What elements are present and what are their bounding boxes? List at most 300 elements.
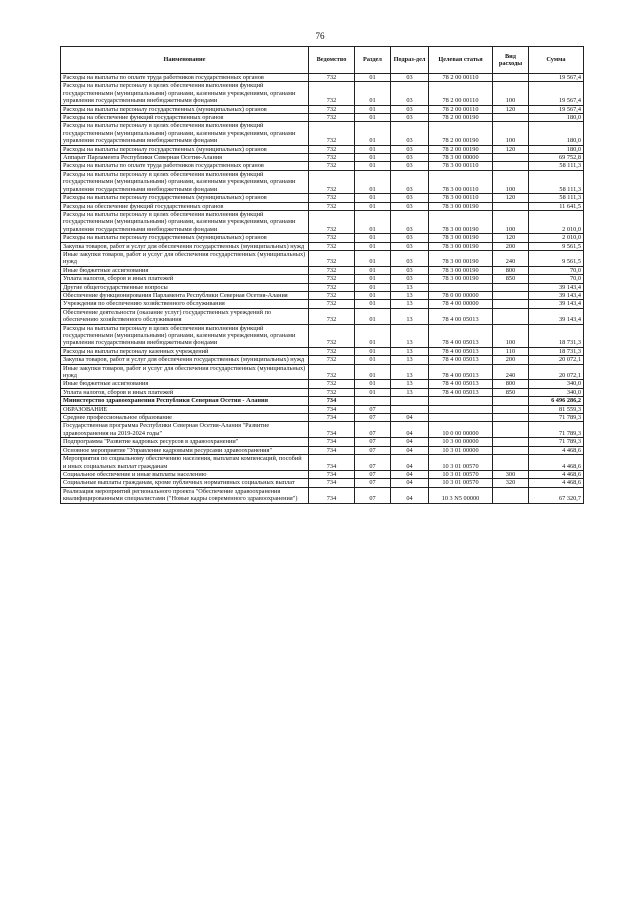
table-row — [61, 364, 584, 380]
row-section: 07 — [355, 487, 391, 503]
row-name: ОБРАЗОВАНИЕ — [61, 405, 309, 413]
row-target — [429, 405, 493, 413]
table-row — [61, 105, 584, 113]
row-exp-type — [493, 114, 529, 122]
row-section: 07 — [355, 479, 391, 487]
row-sum: 4 468,6 — [529, 479, 584, 487]
row-subsection — [391, 397, 429, 405]
row-dept: 732 — [309, 308, 355, 324]
row-target: 10 3 00 00000 — [429, 438, 493, 446]
row-target: 78 2 00 00110 — [429, 82, 493, 105]
row-section: 01 — [355, 283, 391, 291]
table-row — [61, 82, 584, 105]
row-exp-type — [493, 202, 529, 210]
row-target: 78 4 00 05013 — [429, 388, 493, 396]
row-section — [355, 397, 391, 405]
row-name: Закупка товаров, работ и услуг для обеспечения государственных (муниципальных) нужд — [61, 356, 309, 364]
row-target: 78 3 00 00110 — [429, 170, 493, 193]
row-sum: 4 468,6 — [529, 470, 584, 478]
row-subsection: 03 — [391, 234, 429, 242]
row-exp-type — [493, 397, 529, 405]
table-row — [61, 438, 584, 446]
row-exp-type: 240 — [493, 364, 529, 380]
row-dept: 732 — [309, 74, 355, 82]
row-target: 78 2 00 00190 — [429, 122, 493, 145]
row-dept: 734 — [309, 405, 355, 413]
row-subsection — [391, 405, 429, 413]
row-subsection: 03 — [391, 145, 429, 153]
row-dept: 732 — [309, 291, 355, 299]
table-row — [61, 300, 584, 308]
row-exp-type — [493, 405, 529, 413]
row-dept: 732 — [309, 82, 355, 105]
header-target: Целевая статья — [429, 47, 493, 74]
row-name: Обеспечение деятельности (оказание услуг) государственных учреждений по обеспечению хозяйственного обслуживания — [61, 308, 309, 324]
row-name: Среднее профессиональное образование — [61, 414, 309, 422]
row-subsection: 13 — [391, 380, 429, 388]
row-name: Реализация мероприятий регионального проекта "Обеспечение здравоохранения квалифицированными специалистами ("Новые кадры современного здравоохранения") — [61, 487, 309, 503]
row-section: 07 — [355, 422, 391, 438]
row-subsection: 13 — [391, 308, 429, 324]
row-sum: 4 468,6 — [529, 455, 584, 471]
row-target: 78 3 00 00190 — [429, 234, 493, 242]
row-sum: 58 111,3 — [529, 162, 584, 170]
row-name: Министерство здравоохранения Республики Северная Осетия - Алания — [61, 397, 309, 405]
row-dept: 734 — [309, 414, 355, 422]
row-name: Расходы на выплаты персоналу государственных (муниципальных) органов — [61, 194, 309, 202]
row-target: 78 4 00 05013 — [429, 364, 493, 380]
row-name: Социальное обеспечение и иные выплаты населению — [61, 470, 309, 478]
row-section: 01 — [355, 210, 391, 233]
row-exp-type: 100 — [493, 82, 529, 105]
row-name: Расходы на выплаты персоналу в целях обеспечения выполнения функций государственными (муниципальными) органами, казенными учреждениями, органами управления государственными внебюджетными фондами — [61, 324, 309, 347]
row-exp-type: 120 — [493, 234, 529, 242]
row-section: 01 — [355, 234, 391, 242]
table-row — [61, 470, 584, 478]
table-row — [61, 324, 584, 347]
row-name: Расходы на выплаты персоналу государственных (муниципальных) органов — [61, 105, 309, 113]
row-sum: 180,0 — [529, 145, 584, 153]
row-name: Иные закупки товаров, работ и услуг для обеспечения государственных (муниципальных) нужд — [61, 364, 309, 380]
row-dept: 732 — [309, 324, 355, 347]
row-name: Расходы на выплаты персоналу в целях обеспечения выполнения функций государственными (муниципальными) органами, казенными учреждениями, органами управления государственными внебюджетными фондами — [61, 122, 309, 145]
row-section: 07 — [355, 438, 391, 446]
row-sum: 19 567,4 — [529, 82, 584, 105]
row-exp-type: 120 — [493, 194, 529, 202]
row-subsection: 13 — [391, 347, 429, 355]
row-target: 10 3 01 00000 — [429, 446, 493, 454]
row-subsection: 13 — [391, 324, 429, 347]
row-exp-type: 800 — [493, 380, 529, 388]
row-target: 78 4 00 05013 — [429, 324, 493, 347]
table-row — [61, 162, 584, 170]
header-sum: Сумма — [529, 47, 584, 74]
row-dept: 732 — [309, 234, 355, 242]
table-row — [61, 487, 584, 503]
row-exp-type: 800 — [493, 266, 529, 274]
row-dept: 732 — [309, 266, 355, 274]
page-number: 76 — [315, 31, 325, 41]
table-row — [61, 275, 584, 283]
row-target: 78 3 00 00190 — [429, 202, 493, 210]
row-name: Расходы на обеспечение функций государственных органов — [61, 114, 309, 122]
row-target: 10 3 01 00570 — [429, 479, 493, 487]
row-subsection: 03 — [391, 114, 429, 122]
row-subsection: 03 — [391, 202, 429, 210]
row-section: 01 — [355, 324, 391, 347]
row-target: 78 4 00 05013 — [429, 356, 493, 364]
row-target — [429, 397, 493, 405]
row-name: Мероприятия по социальному обеспечению населения, выплатам компенсаций, пособий и иных социальных выплат гражданам — [61, 455, 309, 471]
row-sum: 340,0 — [529, 388, 584, 396]
table-header-row — [61, 47, 584, 74]
table-row — [61, 446, 584, 454]
row-exp-type: 300 — [493, 470, 529, 478]
row-name: Закупка товаров, работ и услуг для обеспечения государственных (муниципальных) нужд — [61, 242, 309, 250]
row-section: 01 — [355, 364, 391, 380]
row-exp-type — [493, 308, 529, 324]
row-sum: 340,0 — [529, 380, 584, 388]
row-exp-type: 100 — [493, 170, 529, 193]
row-sum: 2 010,0 — [529, 210, 584, 233]
row-sum: 18 731,3 — [529, 347, 584, 355]
row-sum: 11 641,5 — [529, 202, 584, 210]
row-target: 78 4 00 05013 — [429, 347, 493, 355]
row-target: 10 3 01 00570 — [429, 455, 493, 471]
table-row — [61, 202, 584, 210]
row-subsection: 03 — [391, 82, 429, 105]
row-section: 07 — [355, 446, 391, 454]
row-dept: 732 — [309, 283, 355, 291]
row-exp-type — [493, 414, 529, 422]
row-sum: 19 567,4 — [529, 105, 584, 113]
row-dept: 732 — [309, 145, 355, 153]
row-sum: 2 010,0 — [529, 234, 584, 242]
row-target: 78 4 00 05013 — [429, 308, 493, 324]
row-sum: 180,0 — [529, 114, 584, 122]
row-section: 01 — [355, 194, 391, 202]
header-subsection: Подраз-дел — [391, 47, 429, 74]
row-section: 01 — [355, 114, 391, 122]
row-subsection: 04 — [391, 470, 429, 478]
row-section: 01 — [355, 105, 391, 113]
row-name: Иные бюджетные ассигнования — [61, 380, 309, 388]
row-section: 01 — [355, 266, 391, 274]
row-subsection: 03 — [391, 242, 429, 250]
table-row — [61, 422, 584, 438]
row-exp-type: 200 — [493, 356, 529, 364]
row-dept: 734 — [309, 487, 355, 503]
table-row — [61, 388, 584, 396]
row-name: Расходы на выплаты по оплате труда работников государственных органов — [61, 74, 309, 82]
row-target: 10 0 00 00000 — [429, 422, 493, 438]
budget-table — [60, 46, 584, 504]
table-row — [61, 283, 584, 291]
row-target — [429, 283, 493, 291]
row-subsection: 13 — [391, 291, 429, 299]
row-dept: 734 — [309, 422, 355, 438]
row-exp-type — [493, 422, 529, 438]
row-section: 01 — [355, 275, 391, 283]
row-name: Уплата налогов, сборов и иных платежей — [61, 388, 309, 396]
row-target: 78 3 00 00190 — [429, 210, 493, 233]
row-exp-type — [493, 300, 529, 308]
row-subsection: 04 — [391, 438, 429, 446]
row-dept: 732 — [309, 380, 355, 388]
table-row — [61, 405, 584, 413]
row-sum: 18 731,3 — [529, 324, 584, 347]
row-exp-type: 100 — [493, 210, 529, 233]
row-dept: 732 — [309, 194, 355, 202]
row-name: Расходы на выплаты персоналу в целях обеспечения выполнения функций государственными (муниципальными) органами, казенными учреждениями, органами управления государственными внебюджетными фондами — [61, 210, 309, 233]
row-exp-type: 240 — [493, 250, 529, 266]
row-target: 78 2 00 00190 — [429, 145, 493, 153]
row-subsection: 03 — [391, 194, 429, 202]
row-target: 78 3 00 00000 — [429, 154, 493, 162]
row-exp-type — [493, 438, 529, 446]
row-subsection: 03 — [391, 170, 429, 193]
row-sum: 20 072,1 — [529, 356, 584, 364]
row-sum: 69 752,8 — [529, 154, 584, 162]
row-dept: 732 — [309, 388, 355, 396]
row-exp-type — [493, 446, 529, 454]
row-subsection: 03 — [391, 250, 429, 266]
row-section: 01 — [355, 242, 391, 250]
table-row — [61, 114, 584, 122]
row-sum: 58 111,3 — [529, 194, 584, 202]
row-section: 07 — [355, 455, 391, 471]
row-sum: 58 111,3 — [529, 170, 584, 193]
row-name: Обеспечение функционирования Парламента Республики Северная Осетия-Алания — [61, 291, 309, 299]
row-exp-type: 200 — [493, 242, 529, 250]
row-dept: 732 — [309, 202, 355, 210]
row-subsection: 04 — [391, 479, 429, 487]
row-exp-type: 120 — [493, 145, 529, 153]
row-section: 01 — [355, 388, 391, 396]
table-row — [61, 356, 584, 364]
row-dept: 732 — [309, 356, 355, 364]
row-section: 01 — [355, 380, 391, 388]
row-section: 01 — [355, 308, 391, 324]
table-row — [61, 347, 584, 355]
row-target: 78 3 00 00190 — [429, 250, 493, 266]
row-target: 78 3 00 00190 — [429, 275, 493, 283]
row-name: Расходы на выплаты персоналу казенных учреждений — [61, 347, 309, 355]
row-sum: 71 789,3 — [529, 422, 584, 438]
row-name: Расходы на выплаты персоналу государственных (муниципальных) органов — [61, 145, 309, 153]
row-dept: 732 — [309, 105, 355, 113]
row-exp-type: 850 — [493, 275, 529, 283]
row-dept: 732 — [309, 162, 355, 170]
table-row — [61, 122, 584, 145]
row-name: Государственная программа Республики Северная Осетия-Алания "Развитие здравоохранения на 2019-2024 годы" — [61, 422, 309, 438]
row-target: 78 3 00 00190 — [429, 242, 493, 250]
row-target: 78 3 00 00190 — [429, 266, 493, 274]
row-name: Аппарат Парламента Республики Северная Осетия-Алания — [61, 154, 309, 162]
table-row — [61, 154, 584, 162]
table-row — [61, 234, 584, 242]
row-sum: 71 789,3 — [529, 414, 584, 422]
table-row — [61, 242, 584, 250]
row-subsection: 03 — [391, 266, 429, 274]
table-row — [61, 397, 584, 405]
row-sum: 39 143,4 — [529, 300, 584, 308]
row-dept: 734 — [309, 397, 355, 405]
table-row — [61, 308, 584, 324]
row-section: 01 — [355, 250, 391, 266]
row-name: Расходы на выплаты персоналу государственных (муниципальных) органов — [61, 234, 309, 242]
row-name: Основное мероприятие "Управление кадровыми ресурсами здравоохранения" — [61, 446, 309, 454]
row-dept: 732 — [309, 275, 355, 283]
row-section: 01 — [355, 300, 391, 308]
row-sum: 4 468,6 — [529, 446, 584, 454]
table-row — [61, 74, 584, 82]
row-section: 01 — [355, 154, 391, 162]
row-target: 78 4 00 00000 — [429, 300, 493, 308]
row-name: Социальные выплаты гражданам, кроме публичных нормативных социальных выплат — [61, 479, 309, 487]
row-dept: 732 — [309, 170, 355, 193]
table-row — [61, 250, 584, 266]
row-sum: 39 143,4 — [529, 308, 584, 324]
row-subsection: 13 — [391, 283, 429, 291]
row-exp-type: 850 — [493, 388, 529, 396]
row-sum: 180,0 — [529, 122, 584, 145]
row-section: 01 — [355, 74, 391, 82]
row-name: Иные бюджетные ассигнования — [61, 266, 309, 274]
row-subsection: 03 — [391, 162, 429, 170]
row-sum: 67 320,7 — [529, 487, 584, 503]
row-exp-type — [493, 74, 529, 82]
row-sum: 39 143,4 — [529, 291, 584, 299]
row-subsection: 04 — [391, 487, 429, 503]
row-dept: 732 — [309, 210, 355, 233]
row-dept: 732 — [309, 300, 355, 308]
row-exp-type: 120 — [493, 105, 529, 113]
row-exp-type — [493, 154, 529, 162]
row-subsection: 03 — [391, 74, 429, 82]
row-target: 78 2 00 00110 — [429, 74, 493, 82]
row-sum: 39 143,4 — [529, 283, 584, 291]
row-dept: 734 — [309, 446, 355, 454]
row-subsection: 04 — [391, 414, 429, 422]
row-dept: 734 — [309, 479, 355, 487]
row-exp-type: 320 — [493, 479, 529, 487]
row-target: 78 4 00 05013 — [429, 380, 493, 388]
row-exp-type — [493, 455, 529, 471]
row-sum: 19 567,4 — [529, 74, 584, 82]
table-row — [61, 170, 584, 193]
row-section: 01 — [355, 291, 391, 299]
row-exp-type: 100 — [493, 324, 529, 347]
table-body — [61, 74, 584, 504]
row-dept: 732 — [309, 347, 355, 355]
row-name: Уплата налогов, сборов и иных платежей — [61, 275, 309, 283]
row-subsection: 13 — [391, 388, 429, 396]
row-dept: 732 — [309, 250, 355, 266]
row-sum: 9 561,5 — [529, 242, 584, 250]
row-subsection: 03 — [391, 154, 429, 162]
row-subsection: 03 — [391, 105, 429, 113]
row-dept: 732 — [309, 114, 355, 122]
row-section: 01 — [355, 347, 391, 355]
row-dept: 732 — [309, 364, 355, 380]
row-name: Учреждения по обеспечению хозяйственного обслуживания — [61, 300, 309, 308]
row-subsection: 13 — [391, 300, 429, 308]
row-target — [429, 414, 493, 422]
row-name: Иные закупки товаров, работ и услуг для обеспечения государственных (муниципальных) нужд — [61, 250, 309, 266]
table-row — [61, 266, 584, 274]
row-target: 78 3 00 00110 — [429, 194, 493, 202]
row-sum: 20 072,1 — [529, 364, 584, 380]
row-section: 01 — [355, 202, 391, 210]
row-dept: 732 — [309, 122, 355, 145]
row-subsection: 04 — [391, 446, 429, 454]
table-row — [61, 414, 584, 422]
row-dept: 732 — [309, 242, 355, 250]
row-subsection: 13 — [391, 356, 429, 364]
row-dept: 732 — [309, 154, 355, 162]
header-dept: Ведомство — [309, 47, 355, 74]
row-sum: 9 561,5 — [529, 250, 584, 266]
table-row — [61, 479, 584, 487]
row-sum: 70,0 — [529, 266, 584, 274]
row-target: 10 3 N5 00000 — [429, 487, 493, 503]
row-exp-type — [493, 291, 529, 299]
row-section: 01 — [355, 170, 391, 193]
header-exp-type: Вид расходы — [493, 47, 529, 74]
row-section: 01 — [355, 122, 391, 145]
row-target: 78 3 00 00110 — [429, 162, 493, 170]
table-row — [61, 210, 584, 233]
row-exp-type — [493, 162, 529, 170]
row-target: 78 2 00 00110 — [429, 105, 493, 113]
row-section: 07 — [355, 405, 391, 413]
row-target: 78 0 00 00000 — [429, 291, 493, 299]
row-section: 01 — [355, 356, 391, 364]
row-section: 01 — [355, 162, 391, 170]
table-row — [61, 291, 584, 299]
row-section: 07 — [355, 414, 391, 422]
row-exp-type — [493, 487, 529, 503]
header-section: Раздел — [355, 47, 391, 74]
row-name: Другие общегосударственные вопросы — [61, 283, 309, 291]
row-name: Расходы на выплаты персоналу в целях обеспечения выполнения функций государственными (муниципальными) органами, казенными учреждениями, органами управления государственными внебюджетными фондами — [61, 170, 309, 193]
row-sum: 6 496 286,2 — [529, 397, 584, 405]
table-row — [61, 145, 584, 153]
table-row — [61, 455, 584, 471]
row-exp-type — [493, 283, 529, 291]
row-name: Подпрограмма "Развитие кадровых ресурсов в здравоохранении" — [61, 438, 309, 446]
row-exp-type: 110 — [493, 347, 529, 355]
row-subsection: 03 — [391, 275, 429, 283]
table-row — [61, 380, 584, 388]
row-dept: 734 — [309, 470, 355, 478]
row-name: Расходы на обеспечение функций государственных органов — [61, 202, 309, 210]
row-sum: 71 789,3 — [529, 438, 584, 446]
header-name: Наименование — [61, 47, 309, 74]
row-name: Расходы на выплаты по оплате труда работников государственных органов — [61, 162, 309, 170]
row-section: 01 — [355, 145, 391, 153]
row-subsection: 03 — [391, 122, 429, 145]
row-subsection: 04 — [391, 455, 429, 471]
row-subsection: 04 — [391, 422, 429, 438]
row-section: 01 — [355, 82, 391, 105]
row-exp-type: 100 — [493, 122, 529, 145]
row-subsection: 13 — [391, 364, 429, 380]
row-target: 10 3 01 00570 — [429, 470, 493, 478]
row-name: Расходы на выплаты персоналу в целях обеспечения выполнения функций государственными (муниципальными) органами, казенными учреждениями, органами управления государственными внебюджетными фондами — [61, 82, 309, 105]
row-dept: 734 — [309, 455, 355, 471]
